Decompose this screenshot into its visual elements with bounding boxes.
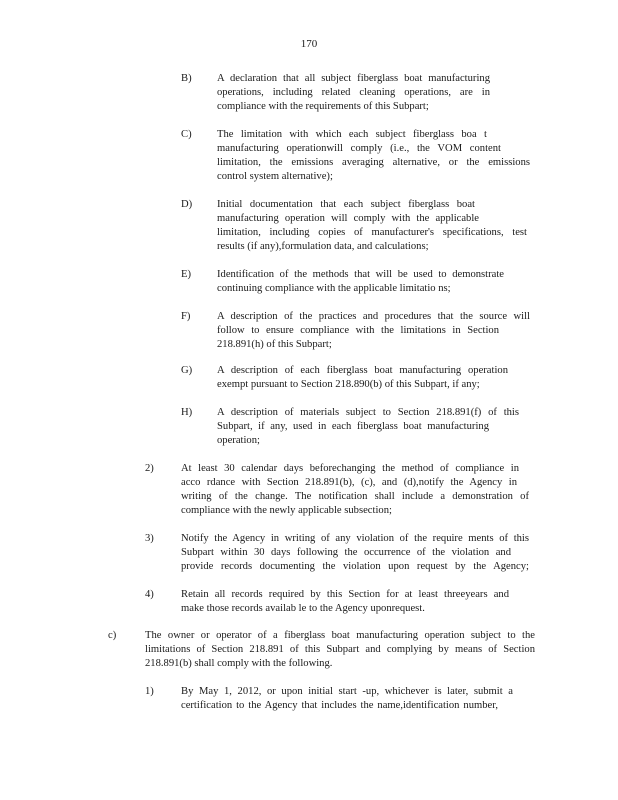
item-label: E) [181,269,191,280]
text-line: manufacturing operationwill comply (i.e., the VOM content [217,143,501,154]
text-line: By May 1, 2012, or upon initial start -up, whichever is later, submit a [181,686,513,697]
text-line: limitation, including copies of manufacturer's specifications, test [217,227,527,238]
text-line: continuing compliance with the applicable limitatio ns; [217,283,451,294]
item-label: 4) [145,589,154,600]
item-text [217,268,504,296]
text-line: Notify the Agency in writing of any violation of the require ments of this [181,533,529,544]
text-line: compliance with the newly applicable subsection; [181,505,392,516]
item-label: 3) [145,533,154,544]
item-label: F) [181,311,191,322]
text-line: Subpart within 30 days following the occurrence of the violation and [181,547,511,558]
text-line: 218.891(b) shall comply with the following. [145,658,333,669]
text-line: limitation, the emissions averaging alternative, or the emissions [217,157,530,168]
text-line: writing of the change. The notification shall include a demonstration of [181,491,529,502]
item-label: 2) [145,463,154,474]
item-label: G) [181,365,193,376]
text-line: control system alternative); [217,171,333,182]
item-text [181,462,529,518]
text-line: provide records documenting the violation upon request by the Agency; [181,561,529,572]
item-text [217,406,519,448]
text-line: limitations of Section 218.891 of this Subpart and complying by means of Section [145,644,535,655]
item-text [217,72,490,114]
text-line: A description of the practices and procedures that the source will [217,311,530,322]
item-label: 1) [145,686,154,697]
text-line: operations, including related cleaning operations, are in [217,87,490,98]
text-line: acco rdance with Section 218.891(b), (c), and (d),notify the Agency in [181,477,517,488]
item-text [217,364,508,392]
text-line: operation; [217,435,260,446]
item-label: B) [181,73,192,84]
text-line: Subpart, if any, used in each fiberglass boat manufacturing [217,421,489,432]
text-line: Initial documentation that each subject fiberglass boat [217,199,475,210]
item-text [181,588,509,616]
item-text [217,310,530,352]
text-line: follow to ensure compliance with the limitations in Section [217,325,499,336]
item-label: H) [181,407,193,418]
page-number: 170 [300,38,318,50]
text-line: The owner or operator of a fiberglass boat manufacturing operation subject to the [145,630,535,641]
text-line: Retain all records required by this Section for at least threeyears and [181,589,509,600]
text-line: The limitation with which each subject fiberglass boa t [217,129,487,140]
item-text [181,685,513,713]
item-text [145,629,535,671]
item-text [217,198,527,254]
item-text [181,532,529,574]
text-line: results (if any),formulation data, and calculations; [217,241,429,252]
text-line: At least 30 calendar days beforechanging the method of compliance in [181,463,519,474]
item-label: D) [181,199,193,210]
text-line: A description of materials subject to Section 218.891(f) of this [217,407,519,418]
text-line: Identification of the methods that will be used to demonstrate [217,269,504,280]
text-line: compliance with the requirements of this Subpart; [217,101,429,112]
text-line: 218.891(h) of this Subpart; [217,339,332,350]
text-line: exempt pursuant to Section 218.890(b) of this Subpart, if any; [217,379,480,390]
text-line: certification to the Agency that includes the name,identification number, [181,700,498,711]
item-label: C) [181,129,192,140]
text-line: manufacturing operation will comply with the applicable [217,213,479,224]
item-text [217,128,530,184]
item-label: c) [108,630,117,641]
text-line: A declaration that all subject fiberglass boat manufacturing [217,73,490,84]
text-line: make those records availab le to the Agency uponrequest. [181,603,425,614]
text-line: A description of each fiberglass boat manufacturing operation [217,365,508,376]
